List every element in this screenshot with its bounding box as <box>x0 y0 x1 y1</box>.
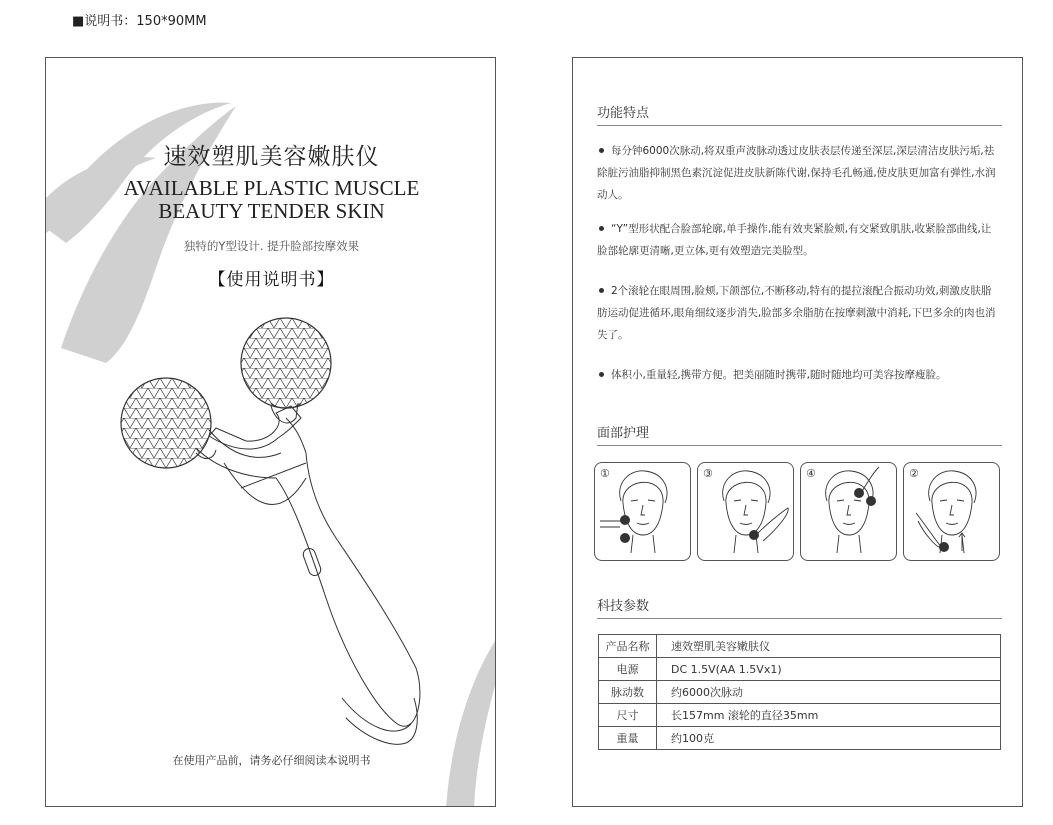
param-value: 约100克 <box>657 727 1001 750</box>
feature-item <box>597 218 999 262</box>
param-key: 电源 <box>599 658 657 681</box>
roller-device-illustration <box>46 58 496 807</box>
table-row <box>599 635 1001 658</box>
face-care-step-image <box>903 462 1000 561</box>
feature-item <box>597 364 999 386</box>
cover-title-en-line1: AVAILABLE PLASTIC MUSCLE <box>123 176 420 200</box>
bullet-icon <box>599 372 604 377</box>
tech-params-title: 科技参数 <box>597 595 1002 619</box>
bullet-icon <box>599 226 604 231</box>
cover-subtitle: 独特的Y型设计. 提升脸部按摩效果 <box>183 239 360 253</box>
param-key: 尺寸 <box>599 704 657 727</box>
cover-manual-label: 【使用说明书】 <box>208 270 335 290</box>
table-row <box>599 681 1001 704</box>
param-value: 速效塑肌美容嫩肤仪 <box>657 635 1001 658</box>
feature-text: 体积小,重量轻,携带方便。把美丽随时携带,随时随地均可美容按摩瘦脸。 <box>611 369 947 381</box>
param-value: DC 1.5V(AA 1.5Vx1) <box>657 658 1001 681</box>
bullet-icon <box>599 148 604 153</box>
param-key: 脉动数 <box>599 681 657 704</box>
feature-text: 每分钟6000次脉动,将双重声波脉动透过皮肤表层传递至深层,深层清洁皮肤污垢,祛除脏污油脂抑制黑色素沉淀促进皮肤新陈代谢,保持毛孔畅通,使皮肤更加富有弹性,水润动人。 <box>597 145 996 201</box>
cover-title-cn: 速效塑肌美容嫩肤仪 <box>163 144 380 170</box>
content-panel <box>572 57 1023 807</box>
step-number: ② <box>909 467 919 480</box>
cover-note: 在使用产品前，请务必仔细阅读本说明书 <box>172 754 371 767</box>
feature-item <box>597 280 999 346</box>
step-number: ③ <box>703 467 713 480</box>
feature-text: “Y”型形状配合脸部轮廓,单手操作,能有效夹紧脸颊,有交紧致肌肤,收紧脸部曲线,让脸部轮廓更清晰,更立体,更有效塑造完美脸型。 <box>597 223 992 257</box>
cover-panel <box>45 57 496 807</box>
param-value: 长157mm 滚轮的直径35mm <box>657 704 1001 727</box>
face-care-title: 面部护理 <box>597 422 1002 446</box>
table-row <box>599 658 1001 681</box>
param-key: 重量 <box>599 727 657 750</box>
face-care-step-image <box>594 462 691 561</box>
cover-title-en-line2: BEAUTY TENDER SKIN <box>158 199 385 223</box>
face-care-step-image <box>800 462 897 561</box>
feature-text: 2个滚轮在眼周围,脸颊,下颌部位,不断移动,特有的提拉滚配合振动功效,刺激皮肤脂肪运动促进循环,眼角细纹逐步消失,脸部多余脂肪在按摩刺激中消耗,下巴多余的肉也消失了。 <box>597 285 996 341</box>
step-number: ④ <box>806 467 816 480</box>
bullet-icon <box>599 288 604 293</box>
face-care-step-image <box>697 462 794 561</box>
table-row <box>599 704 1001 727</box>
spec-label: ■说明书：150*90MM <box>72 14 207 29</box>
tech-params-table <box>598 634 1001 750</box>
feature-item <box>597 140 999 206</box>
features-title: 功能特点 <box>597 102 1002 126</box>
param-key: 产品名称 <box>599 635 657 658</box>
step-number: ① <box>600 467 610 480</box>
table-row <box>599 727 1001 750</box>
param-value: 约6000次脉动 <box>657 681 1001 704</box>
